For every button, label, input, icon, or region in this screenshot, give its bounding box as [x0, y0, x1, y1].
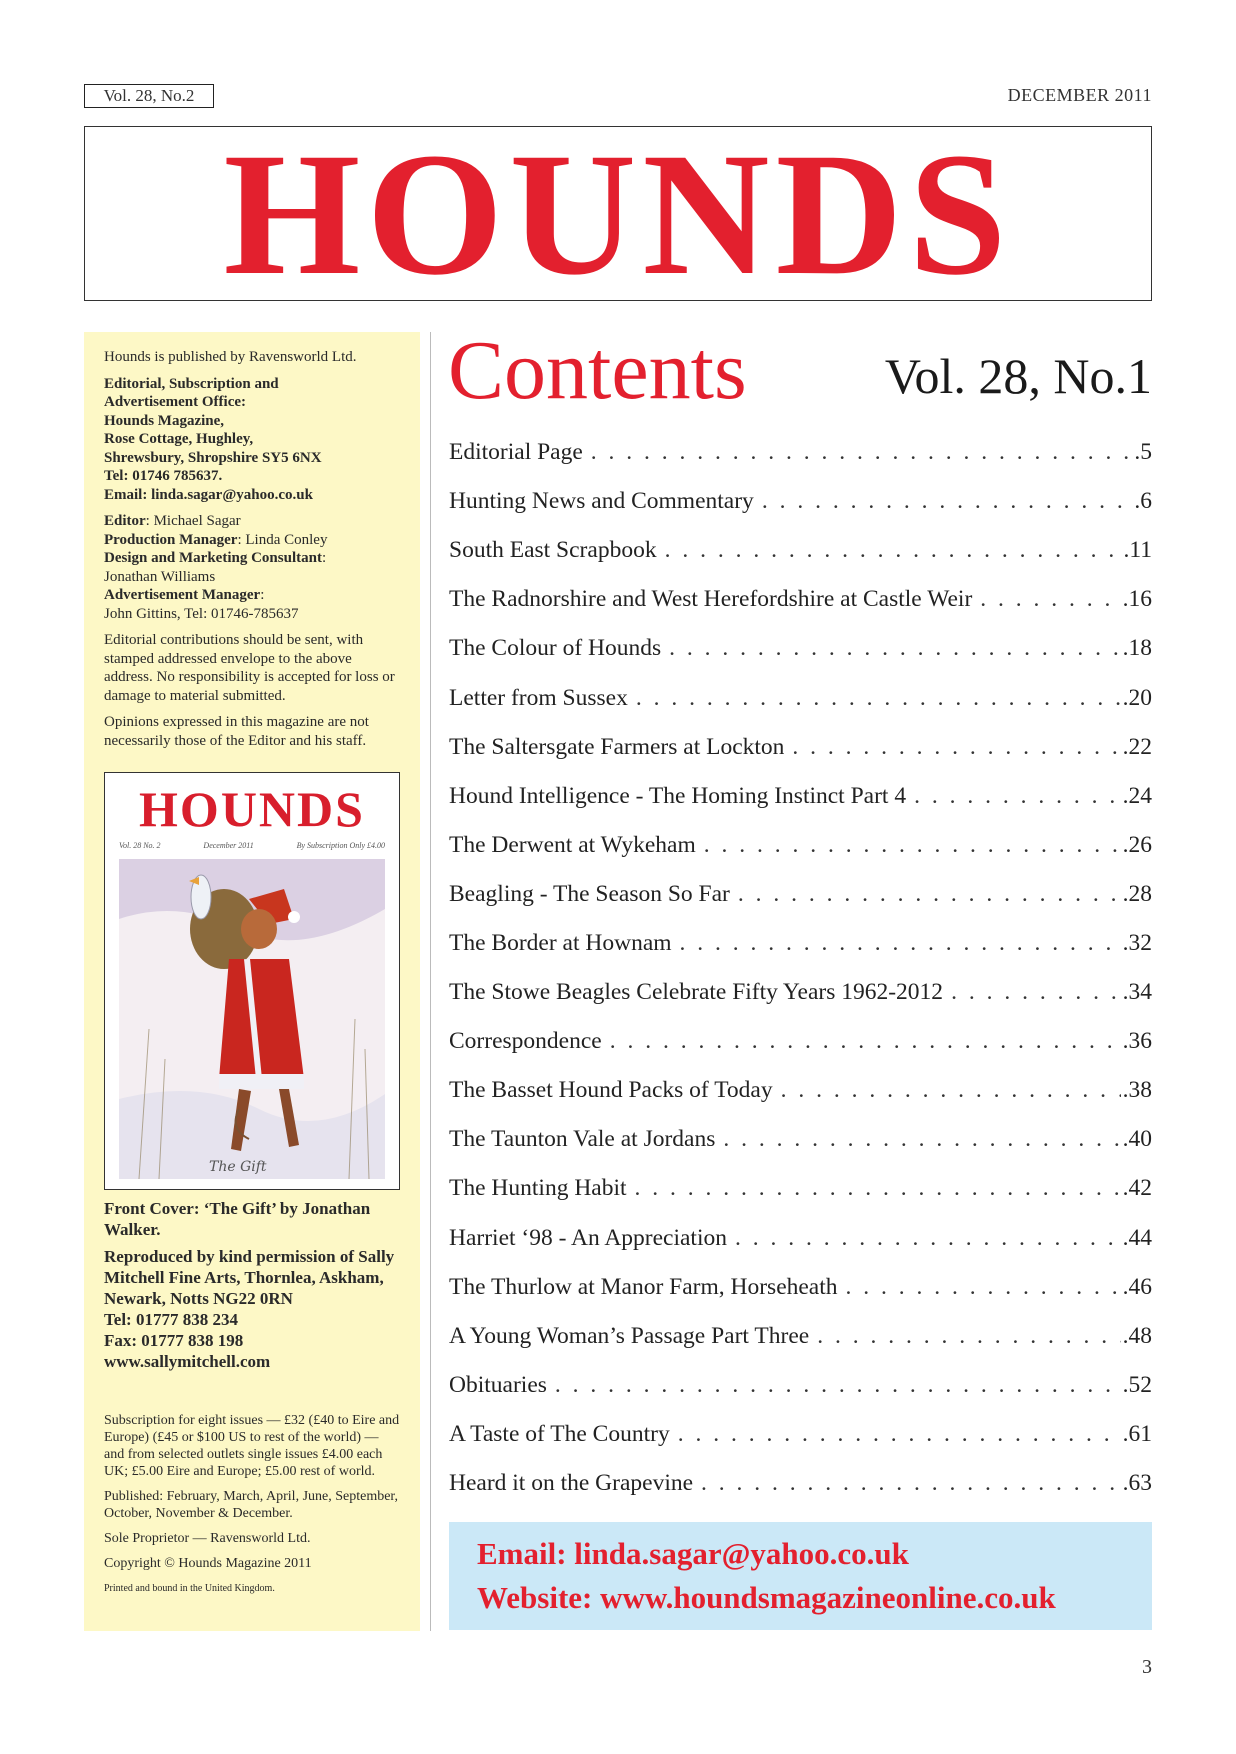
toc-entry-page: .18	[1122, 635, 1152, 662]
cover-caption: The Gift	[209, 1159, 267, 1175]
masthead-title: HOUNDS	[223, 117, 1013, 312]
contributions-note: Editorial contributions should be sent, with stamped addressed envelope to the above address. No responsibility is accepted for loss or damage to material submitted.	[104, 632, 395, 704]
printed-note: Printed and bound in the United Kingdom.	[104, 1583, 275, 1594]
cover-image	[104, 772, 400, 1190]
toc-leader-dots	[636, 685, 1121, 712]
contact-email[interactable]: Email: linda.sagar@yahoo.co.uk	[477, 1536, 909, 1571]
toc-leader-dots	[980, 586, 1120, 613]
toc-entry-page: .26	[1122, 831, 1152, 858]
office-line: Hounds Magazine,	[104, 412, 225, 429]
toc-entry-page: .38	[1122, 1077, 1152, 1104]
toc-entry-page: .11	[1123, 537, 1152, 564]
toc-leader-dots	[723, 1126, 1120, 1153]
design-colon: :	[321, 550, 327, 566]
staff-list	[104, 512, 400, 623]
credit-line: Front Cover: ‘The Gift’ by Jonathan Walker.	[104, 1199, 371, 1239]
toc-entry-title: The Thurlow at Manor Farm, Horseheath	[449, 1273, 838, 1300]
design-name: Jonathan Williams	[104, 568, 216, 585]
toc-entry[interactable]	[449, 575, 1152, 624]
contact-box	[449, 1522, 1152, 1630]
toc-entry-title: Heard it on the Grapevine	[449, 1470, 694, 1497]
toc-entry-page: .46	[1122, 1273, 1152, 1300]
toc-leader-dots	[680, 930, 1121, 957]
toc-entry[interactable]	[449, 1312, 1152, 1361]
toc-leader-dots	[555, 1372, 1121, 1399]
office-line: Advertisement Office:	[104, 394, 247, 410]
cover-date: December 2011	[203, 841, 254, 850]
toc-entry[interactable]	[449, 968, 1152, 1017]
toc-entry-page: .61	[1122, 1420, 1152, 1447]
advert-name: John Gittins, Tel: 01746-785637	[104, 605, 299, 622]
published-note: Published: February, March, April, June, September, October, November & December.	[104, 1489, 399, 1521]
office-email: Email: linda.sagar@yahoo.co.uk	[104, 486, 313, 503]
issue-date: DECEMBER 2011	[1007, 85, 1152, 105]
toc-leader-dots	[951, 979, 1121, 1006]
toc-leader-dots	[678, 1421, 1121, 1448]
toc-leader-dots	[817, 1323, 1120, 1350]
toc-entry-title: The Colour of Hounds	[449, 635, 662, 662]
volume-label: Vol. 28, No.2	[84, 84, 214, 108]
toc-entry[interactable]	[449, 1066, 1152, 1115]
subscription-note: Subscription for eight issues — £32 (£40 to Eire and Europe) (£45 or $100 US to rest of the world) — and from selected outlets single issues £4.00 each UK; £5.00 Eire and Europe; £5.00 rest of world.	[104, 1413, 400, 1479]
cover-price: By Subscription Only £4.00	[296, 841, 385, 850]
toc-entry-page: .48	[1122, 1322, 1152, 1349]
toc-leader-dots	[610, 1028, 1121, 1055]
cover-subline	[105, 835, 399, 858]
cover-vol: Vol. 28 No. 2	[119, 841, 161, 850]
toc-entry[interactable]	[449, 1115, 1152, 1164]
page-number: 3	[1142, 1656, 1152, 1678]
toc-leader-dots	[762, 488, 1133, 515]
toc-leader-dots	[665, 537, 1122, 564]
proprietor-note: Sole Proprietor — Ravensworld Ltd.	[104, 1531, 311, 1546]
toc-entry-title: Harriet ‘98 - An Appreciation	[449, 1224, 727, 1251]
toc-entry-title: Beagling - The Season So Far	[449, 880, 730, 907]
toc-entry-title: A Young Woman’s Passage Part Three	[449, 1322, 810, 1349]
toc-entry[interactable]	[449, 624, 1152, 673]
toc-entry[interactable]	[449, 1017, 1152, 1066]
toc-entry[interactable]	[449, 772, 1152, 821]
toc-leader-dots	[846, 1274, 1121, 1301]
toc-entry-page: .63	[1122, 1470, 1152, 1497]
toc-entry-title: Correspondence	[449, 1028, 602, 1055]
toc-entry-page: .32	[1122, 929, 1152, 956]
advert-label: Advertisement Manager	[104, 587, 261, 603]
cover-credit	[104, 1198, 400, 1372]
production-name: : Linda Conley	[237, 531, 328, 548]
sidebar	[84, 332, 420, 1631]
toc-leader-dots	[701, 1470, 1121, 1497]
toc-entry-page: .44	[1122, 1224, 1152, 1251]
editor-name: : Michael Sagar	[145, 513, 241, 529]
credit-fax: Fax: 01777 838 198	[104, 1331, 244, 1350]
office-address	[104, 375, 400, 505]
toc-entry[interactable]	[449, 477, 1152, 526]
toc-entry-title: The Radnorshire and West Herefordshire at Castle Weir	[449, 586, 973, 613]
table-of-contents	[449, 428, 1152, 1508]
toc-entry-page: .42	[1122, 1175, 1152, 1202]
toc-entry-page: .28	[1122, 880, 1152, 907]
toc-leader-dots	[704, 832, 1121, 859]
toc-leader-dots	[635, 1175, 1121, 1202]
toc-entry-title: Letter from Sussex	[449, 684, 628, 711]
toc-leader-dots	[735, 1225, 1121, 1252]
column-divider	[430, 332, 431, 1631]
contents-heading: Contents	[448, 324, 747, 417]
toc-entry-page: .20	[1122, 684, 1152, 711]
credit-website: www.sallymitchell.com	[104, 1352, 271, 1371]
contact-website[interactable]: Website: www.houndsmagazineonline.co.uk	[477, 1580, 1056, 1615]
toc-entry[interactable]	[449, 919, 1152, 968]
toc-entry-title: Obituaries	[449, 1371, 547, 1398]
toc-entry-title: South East Scrapbook	[449, 537, 657, 564]
toc-entry-title: The Saltersgate Farmers at Lockton	[449, 733, 785, 760]
toc-entry-page: .34	[1122, 979, 1152, 1006]
toc-entry-page: .40	[1122, 1126, 1152, 1153]
toc-entry[interactable]	[449, 1410, 1152, 1459]
toc-entry-title: The Taunton Vale at Jordans	[449, 1126, 716, 1153]
toc-leader-dots	[669, 635, 1120, 662]
copyright-note: Copyright © Hounds Magazine 2011	[104, 1556, 312, 1571]
office-line: Rose Cottage, Hughley,	[104, 431, 254, 447]
publisher-note: Hounds is published by Ravensworld Ltd.	[104, 349, 357, 365]
toc-leader-dots	[591, 439, 1133, 466]
toc-leader-dots	[738, 881, 1121, 908]
toc-entry[interactable]	[449, 870, 1152, 919]
toc-entry-page: .6	[1134, 488, 1152, 515]
office-line: Shrewsbury, Shropshire SY5 6NX	[104, 449, 322, 466]
toc-entry-title: The Derwent at Wykeham	[449, 831, 696, 858]
toc-entry[interactable]	[449, 428, 1152, 477]
opinions-note: Opinions expressed in this magazine are not necessarily those of the Editor and his staff.	[104, 714, 369, 749]
toc-entry-title: Hunting News and Commentary	[449, 488, 754, 515]
office-line: Tel: 01746 785637.	[104, 468, 223, 484]
production-label: Production Manager	[104, 531, 238, 548]
toc-entry-page: .22	[1122, 733, 1152, 760]
sidebar-footer	[104, 1412, 400, 1597]
toc-leader-dots	[781, 1077, 1121, 1104]
toc-entry[interactable]	[449, 1214, 1152, 1263]
credit-line: Reproduced by kind permission of Sally Mitchell Fine Arts, Thornlea, Askham, Newark, Notts NG22 0RN	[104, 1247, 395, 1308]
toc-entry-page: .16	[1122, 586, 1152, 613]
toc-entry-title: A Taste of The Country	[449, 1420, 670, 1447]
toc-entry-page: .36	[1122, 1028, 1152, 1055]
editor-label: Editor	[104, 513, 146, 529]
toc-entry[interactable]	[449, 723, 1152, 772]
toc-entry[interactable]	[449, 821, 1152, 870]
credit-tel: Tel: 01777 838 234	[104, 1310, 238, 1329]
toc-entry-title: The Border at Hownam	[449, 929, 672, 956]
office-line: Editorial, Subscription and	[104, 375, 279, 392]
toc-entry[interactable]	[449, 526, 1152, 575]
cover-painting	[119, 859, 385, 1179]
masthead	[84, 117, 1152, 312]
toc-leader-dots	[792, 734, 1120, 761]
advert-colon: :	[260, 587, 265, 603]
toc-entry-title: Hound Intelligence - The Homing Instinct Part 4	[449, 782, 907, 809]
toc-entry[interactable]	[449, 1263, 1152, 1312]
contents-header	[448, 326, 1152, 416]
toc-entry-page: .52	[1122, 1371, 1152, 1398]
toc-entry-title: The Hunting Habit	[449, 1175, 627, 1202]
toc-leader-dots	[914, 783, 1121, 810]
toc-entry-page: .24	[1122, 782, 1152, 809]
cover-title: HOUNDS	[139, 781, 365, 837]
toc-entry-title: The Basset Hound Packs of Today	[449, 1077, 773, 1104]
toc-entry[interactable]	[449, 673, 1152, 722]
toc-entry[interactable]	[449, 1459, 1152, 1508]
toc-entry-page: .5	[1134, 439, 1152, 466]
contents-volume: Vol. 28, No.1	[884, 348, 1152, 404]
toc-entry-title: Editorial Page	[449, 439, 583, 466]
toc-entry[interactable]	[449, 1361, 1152, 1410]
toc-entry[interactable]	[449, 1164, 1152, 1213]
design-label: Design and Marketing Consultant	[104, 550, 322, 566]
toc-entry-title: The Stowe Beagles Celebrate Fifty Years 1962-2012	[449, 979, 944, 1006]
